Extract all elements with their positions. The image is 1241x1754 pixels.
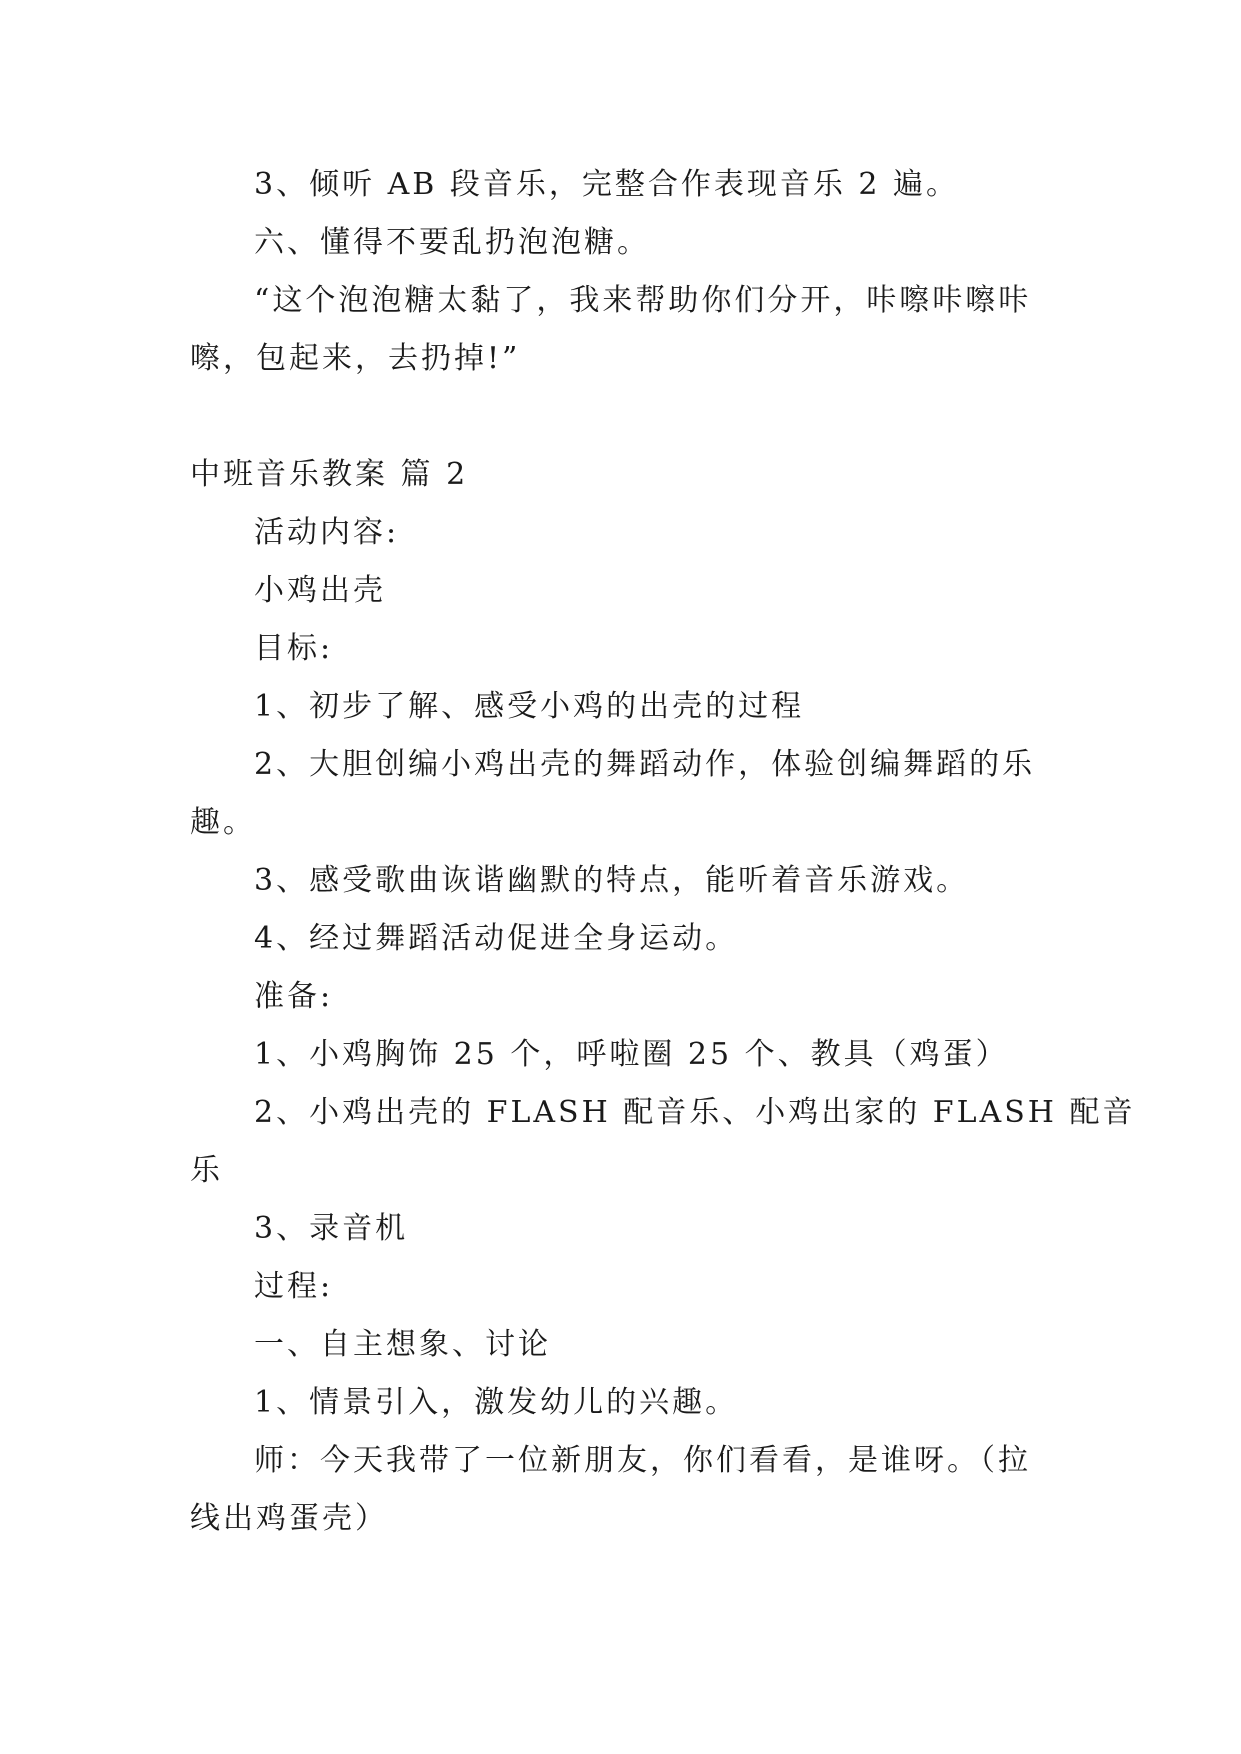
paragraph-line: 师：今天我带了一位新朋友，你们看看，是谁呀。（拉 — [254, 1443, 1031, 1478]
paragraph-line: 1、初步了解、感受小鸡的出壳的过程 — [254, 689, 805, 724]
paragraph-line: 一、自主想象、讨论 — [254, 1327, 551, 1362]
paragraph-line: 小鸡出壳 — [254, 573, 386, 608]
paragraph-line: 准备: — [254, 979, 334, 1014]
paragraph-line: 目标: — [254, 631, 334, 666]
paragraph-line: 趣。 — [190, 805, 256, 840]
paragraph-line: 线出鸡蛋壳） — [190, 1501, 388, 1536]
paragraph-line: 六、懂得不要乱扔泡泡糖。 — [254, 225, 650, 260]
paragraph-line: “这个泡泡糖太黏了，我来帮助你们分开，咔嚓咔嚓咔 — [254, 283, 1032, 318]
paragraph-line: 3、倾听 AB 段音乐，完整合作表现音乐 2 遍。 — [254, 167, 960, 202]
paragraph-line: 3、感受歌曲诙谐幽默的特点，能听着音乐游戏。 — [254, 863, 970, 898]
paragraph-line: 嚓，包起来，去扔掉!” — [190, 341, 521, 376]
paragraph-line: 过程: — [254, 1269, 334, 1304]
paragraph-line: 1、情景引入，激发幼儿的兴趣。 — [254, 1385, 739, 1420]
paragraph-line: 3、录音机 — [254, 1211, 409, 1246]
paragraph-line: 4、经过舞蹈活动促进全身运动。 — [254, 921, 739, 956]
paragraph-line: 2、小鸡出壳的 FLASH 配音乐、小鸡出家的 FLASH 配音 — [254, 1095, 1136, 1130]
paragraph-line: 乐 — [190, 1153, 223, 1188]
section-heading: 中班音乐教案 篇 2 — [190, 457, 469, 492]
paragraph-line: 1、小鸡胸饰 25 个，呼啦圈 25 个、教具（鸡蛋） — [254, 1037, 1009, 1072]
paragraph-line: 活动内容: — [254, 515, 400, 550]
paragraph-line: 2、大胆创编小鸡出壳的舞蹈动作，体验创编舞蹈的乐 — [254, 747, 1036, 782]
